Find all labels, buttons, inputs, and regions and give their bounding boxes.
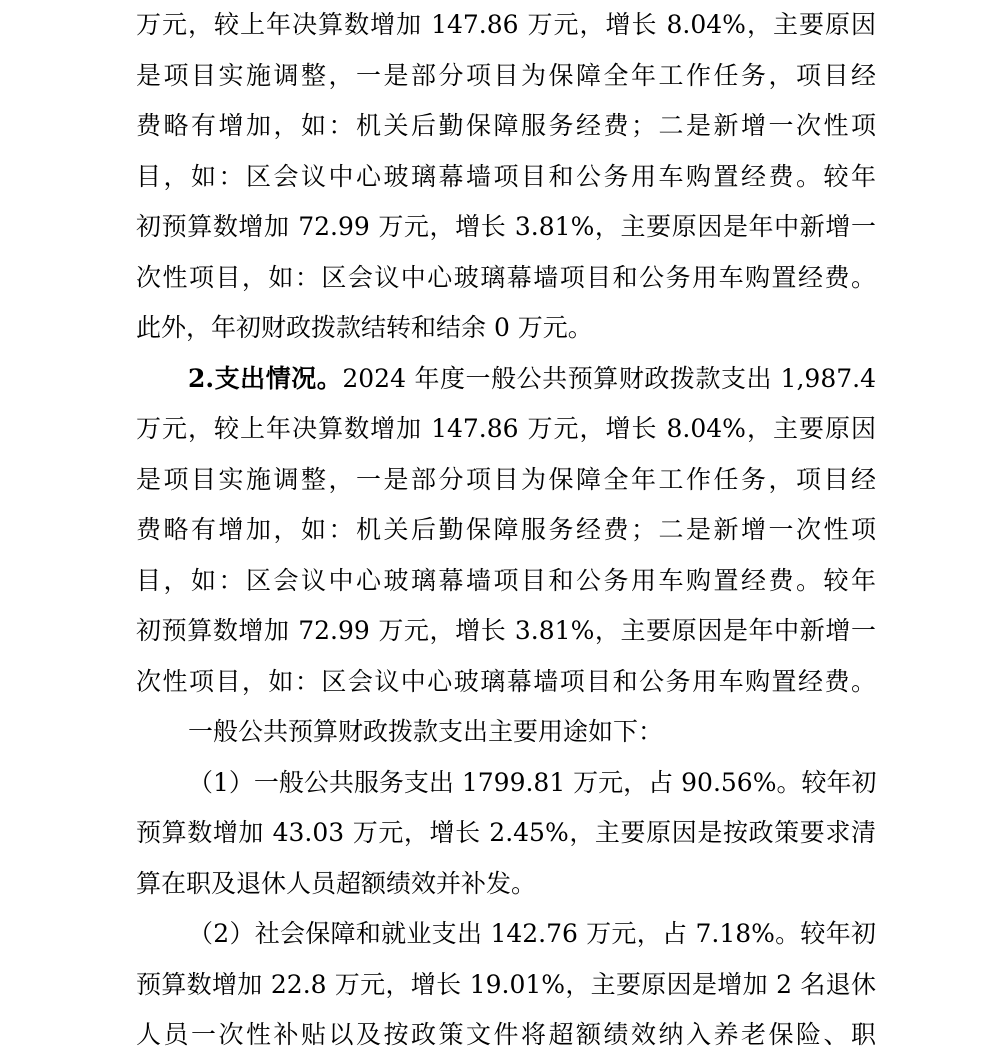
text-line: （1）一般公共服务支出 1799.81 万元，占 90.56%。较年初	[188, 768, 877, 797]
text-line: 初预算数增加 72.99 万元，增长 3.81%，主要原因是年中新增一	[136, 212, 876, 241]
text-line: 人员一次性补贴以及按政策文件将超额绩效纳入养老保险、职	[136, 1020, 876, 1049]
text-line: 算在职及退休人员超额绩效并补发。	[136, 869, 537, 898]
text-line: 是项目实施调整，一是部分项目为保障全年工作任务，项目经	[136, 61, 876, 90]
text-line: （2）社会保障和就业支出 142.76 万元，占 7.18%。较年初	[188, 919, 876, 948]
text-line: 一般公共预算财政拨款支出主要用途如下：	[188, 717, 664, 746]
text-line: 目，如：区会议中心玻璃幕墙项目和公务用车购置经费。较年	[136, 162, 876, 191]
text-line: 万元，较上年决算数增加 147.86 万元，增长 8.04%，主要原因	[136, 414, 876, 443]
section-heading: 2.支出情况。	[188, 364, 343, 393]
paragraph-heading-line	[188, 364, 876, 394]
text-line: 预算数增加 22.8 万元，增长 19.01%，主要原因是增加 2 名退休	[136, 970, 876, 999]
text-line: 2024 年度一般公共预算财政拨款支出 1,987.4	[342, 364, 876, 393]
text-line: 是项目实施调整，一是部分项目为保障全年工作任务，项目经	[136, 465, 876, 494]
text-line: 此外，年初财政拨款结转和结余 0 万元。	[136, 313, 593, 342]
text-line: 次性项目，如：区会议中心玻璃幕墙项目和公务用车购置经费。	[136, 263, 876, 292]
text-line: 初预算数增加 72.99 万元，增长 3.81%，主要原因是年中新增一	[136, 616, 876, 645]
text-line: 次性项目，如：区会议中心玻璃幕墙项目和公务用车购置经费。	[136, 667, 876, 696]
text-line: 费略有增加，如：机关后勤保障服务经费；二是新增一次性项	[136, 111, 876, 140]
text-line: 万元，较上年决算数增加 147.86 万元，增长 8.04%，主要原因	[136, 10, 876, 39]
text-line: 目，如：区会议中心玻璃幕墙项目和公务用车购置经费。较年	[136, 566, 876, 595]
text-line: 费略有增加，如：机关后勤保障服务经费；二是新增一次性项	[136, 515, 876, 544]
text-line: 预算数增加 43.03 万元，增长 2.45%，主要原因是按政策要求清	[136, 818, 876, 847]
